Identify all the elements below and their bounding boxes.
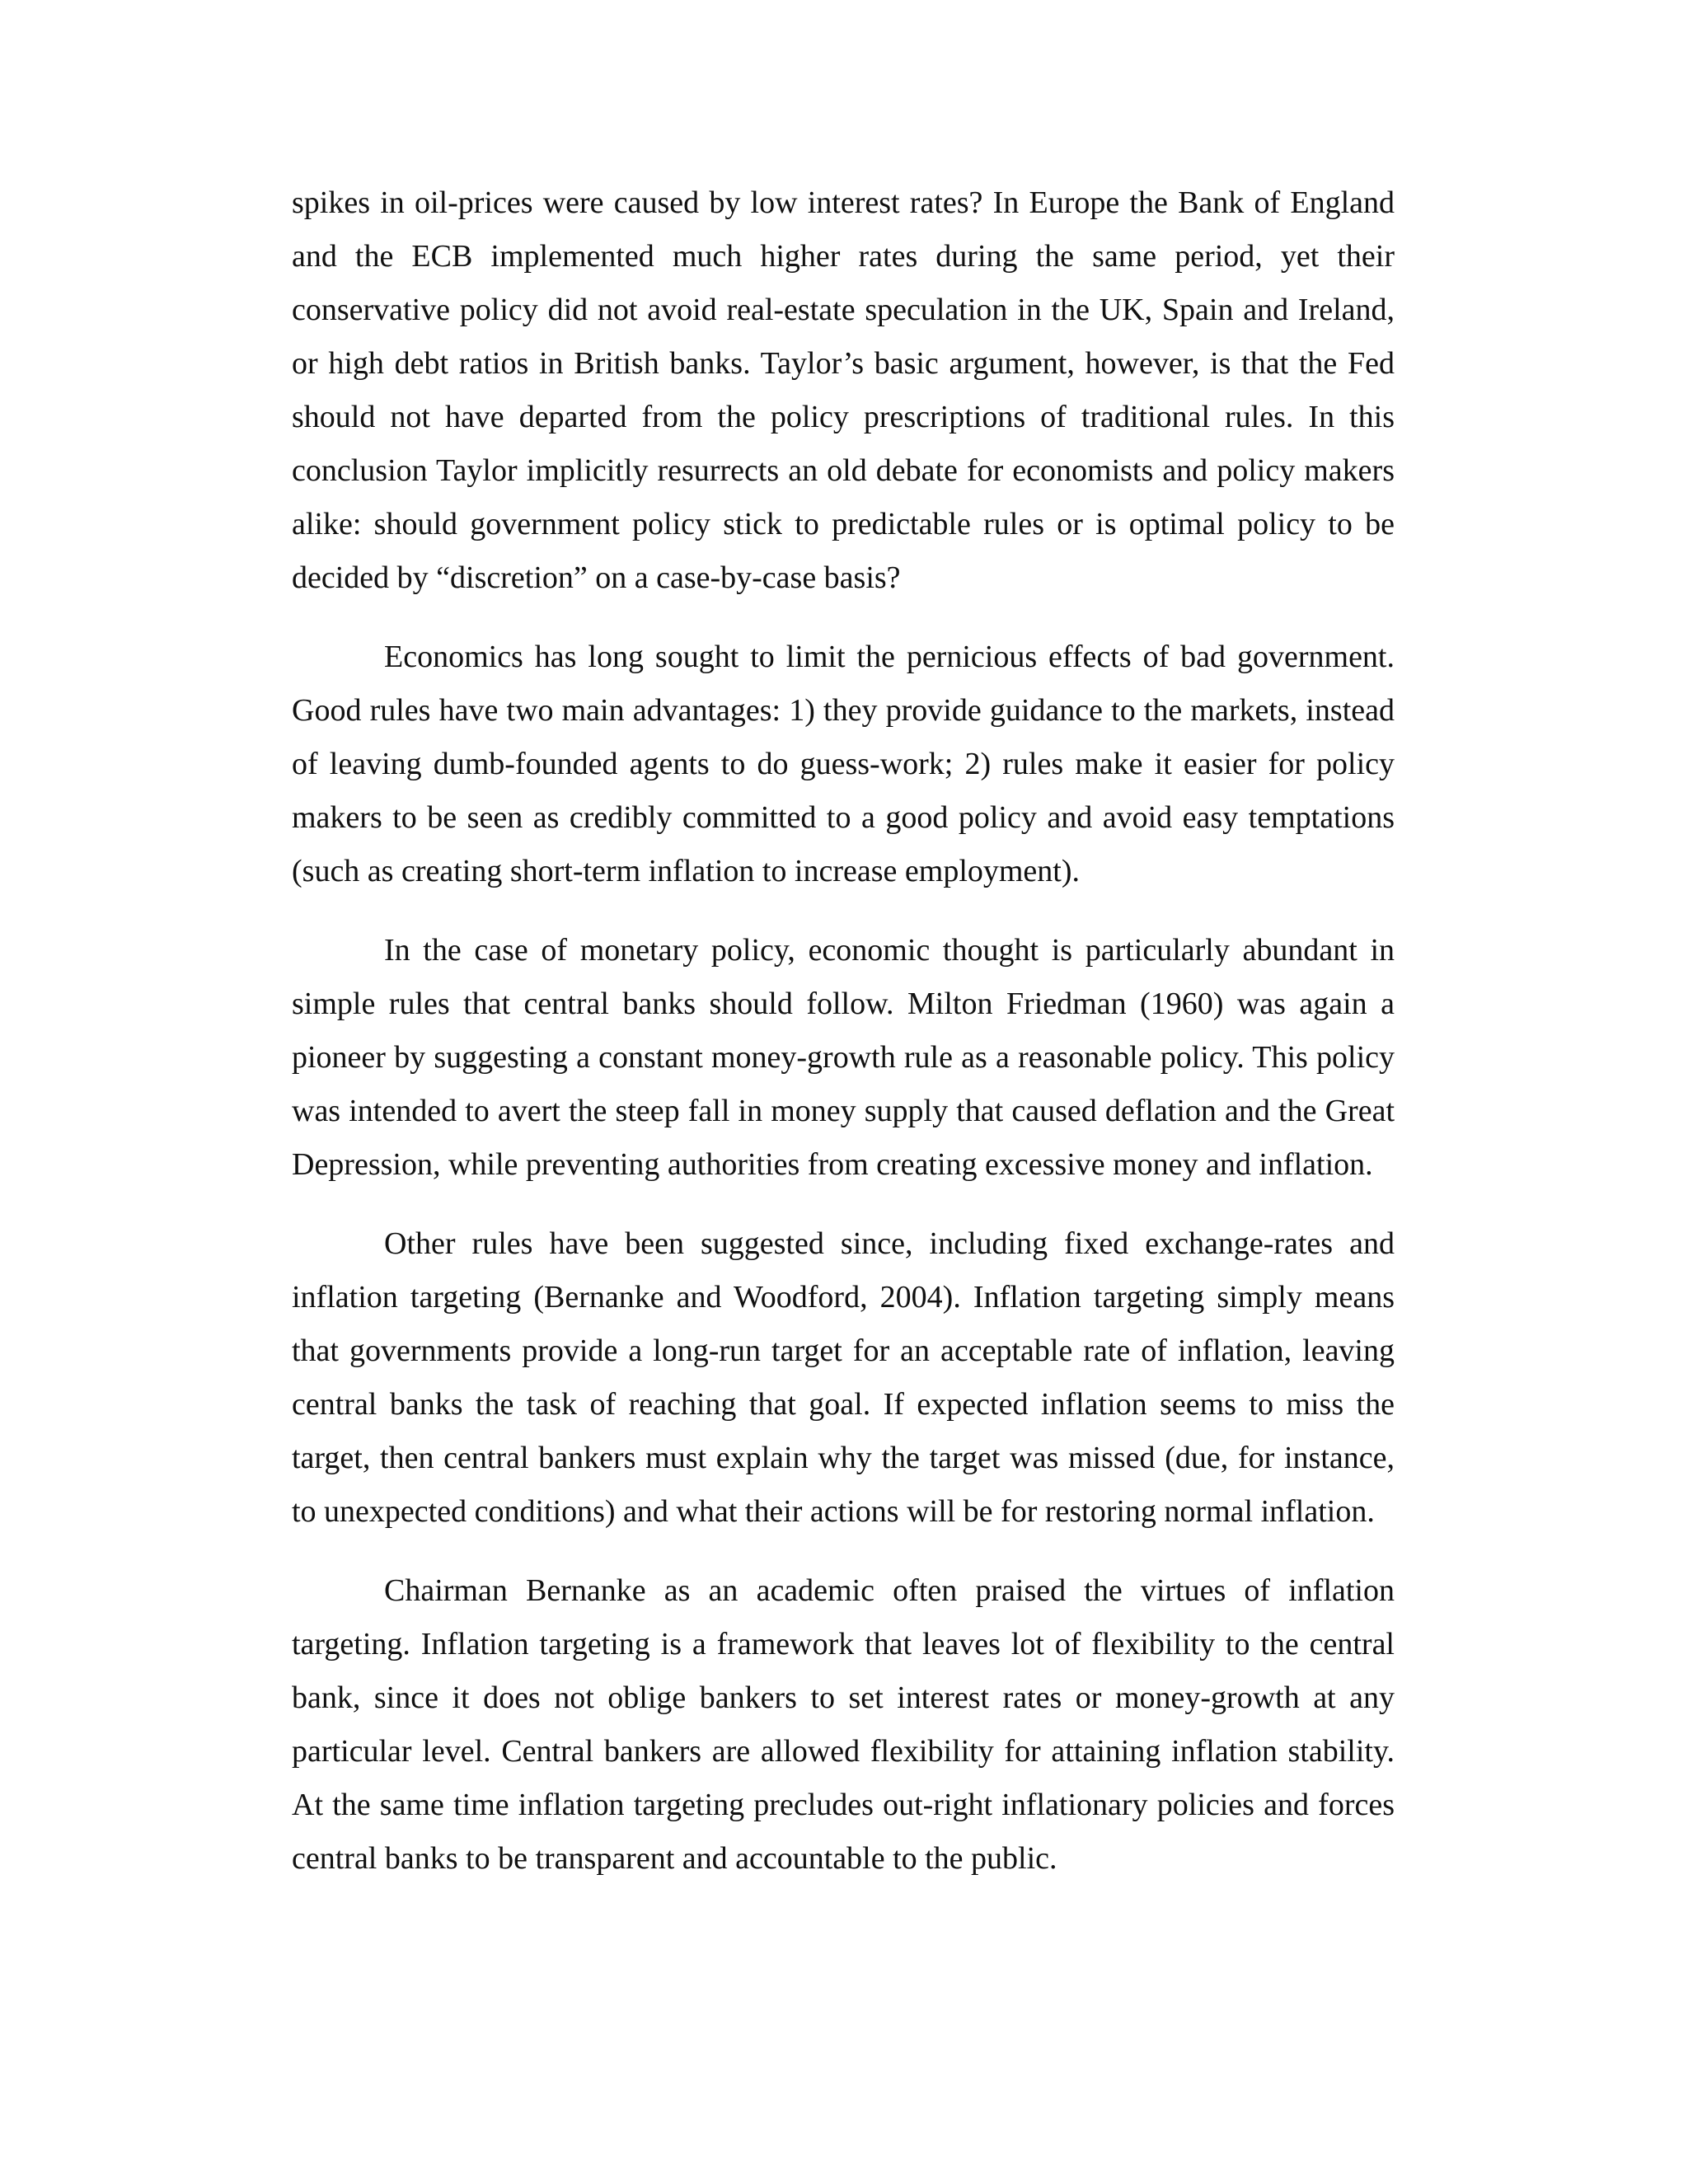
paragraph-bernanke: Chairman Bernanke as an academic often praised the virtues of inflation targeting. Inflation targeting is a framework that leaves lot of flexibility to the central bank, since it does not oblige bankers to set interest rates or money-growth at any particular level. Central bankers are allowed flexibility for attaining inflation stability. At the same time inflation targeting precludes out-right inflationary policies and forces central banks to be transparent and accountable to the public. xyxy=(292,1573,1395,1876)
paragraph-inflation-targeting: Other rules have been suggested since, including fixed exchange-rates and inflation targeting (Bernanke and Woodford, 2004). Inflation targeting simply means that governments provide a long-run target for an acceptable rate of inflation, leaving central banks the task of reaching that goal. If expected inflation seems to miss the target, then central bankers must explain why the target was missed (due, for instance, to unexpected conditions) and what their actions will be for restoring normal inflation. xyxy=(292,1226,1395,1529)
paragraph-monetary-policy: In the case of monetary policy, economic thought is particularly abundant in simple rules that central banks should follow. Milton Friedman (1960) was again a pioneer by suggesting a constant money-growth rule as a reasonable policy. This policy was intended to avert the steep fall in money supply that caused deflation and the Great Depression, while preventing authorities from creating excessive money and inflation. xyxy=(292,933,1395,1182)
body-text xyxy=(292,176,1395,1911)
paragraph-continued: spikes in oil-prices were caused by low interest rates? In Europe the Bank of England and the ECB implemented much higher rates during the same period, yet their conservative policy did not avoid real-estate speculation in the UK, Spain and Ireland, or high debt ratios in British banks. Taylor’s basic argument, however, is that the Fed should not have departed from the policy prescriptions of traditional rules. In this conclusion Taylor implicitly resurrects an old debate for economists and policy makers alike: should government policy stick to predictable rules or is optimal policy to be decided by “discretion” on a case-by-case basis? xyxy=(292,185,1395,595)
paragraph-economics-rules: Economics has long sought to limit the pernicious effects of bad government. Good rules have two main advantages: 1) they provide guidance to the markets, instead of leaving dumb-founded agents to do guess-work; 2) rules make it easier for policy makers to be seen as credibly committed to a good policy and avoid easy temptations (such as creating short-term inflation to increase employment). xyxy=(292,640,1395,888)
